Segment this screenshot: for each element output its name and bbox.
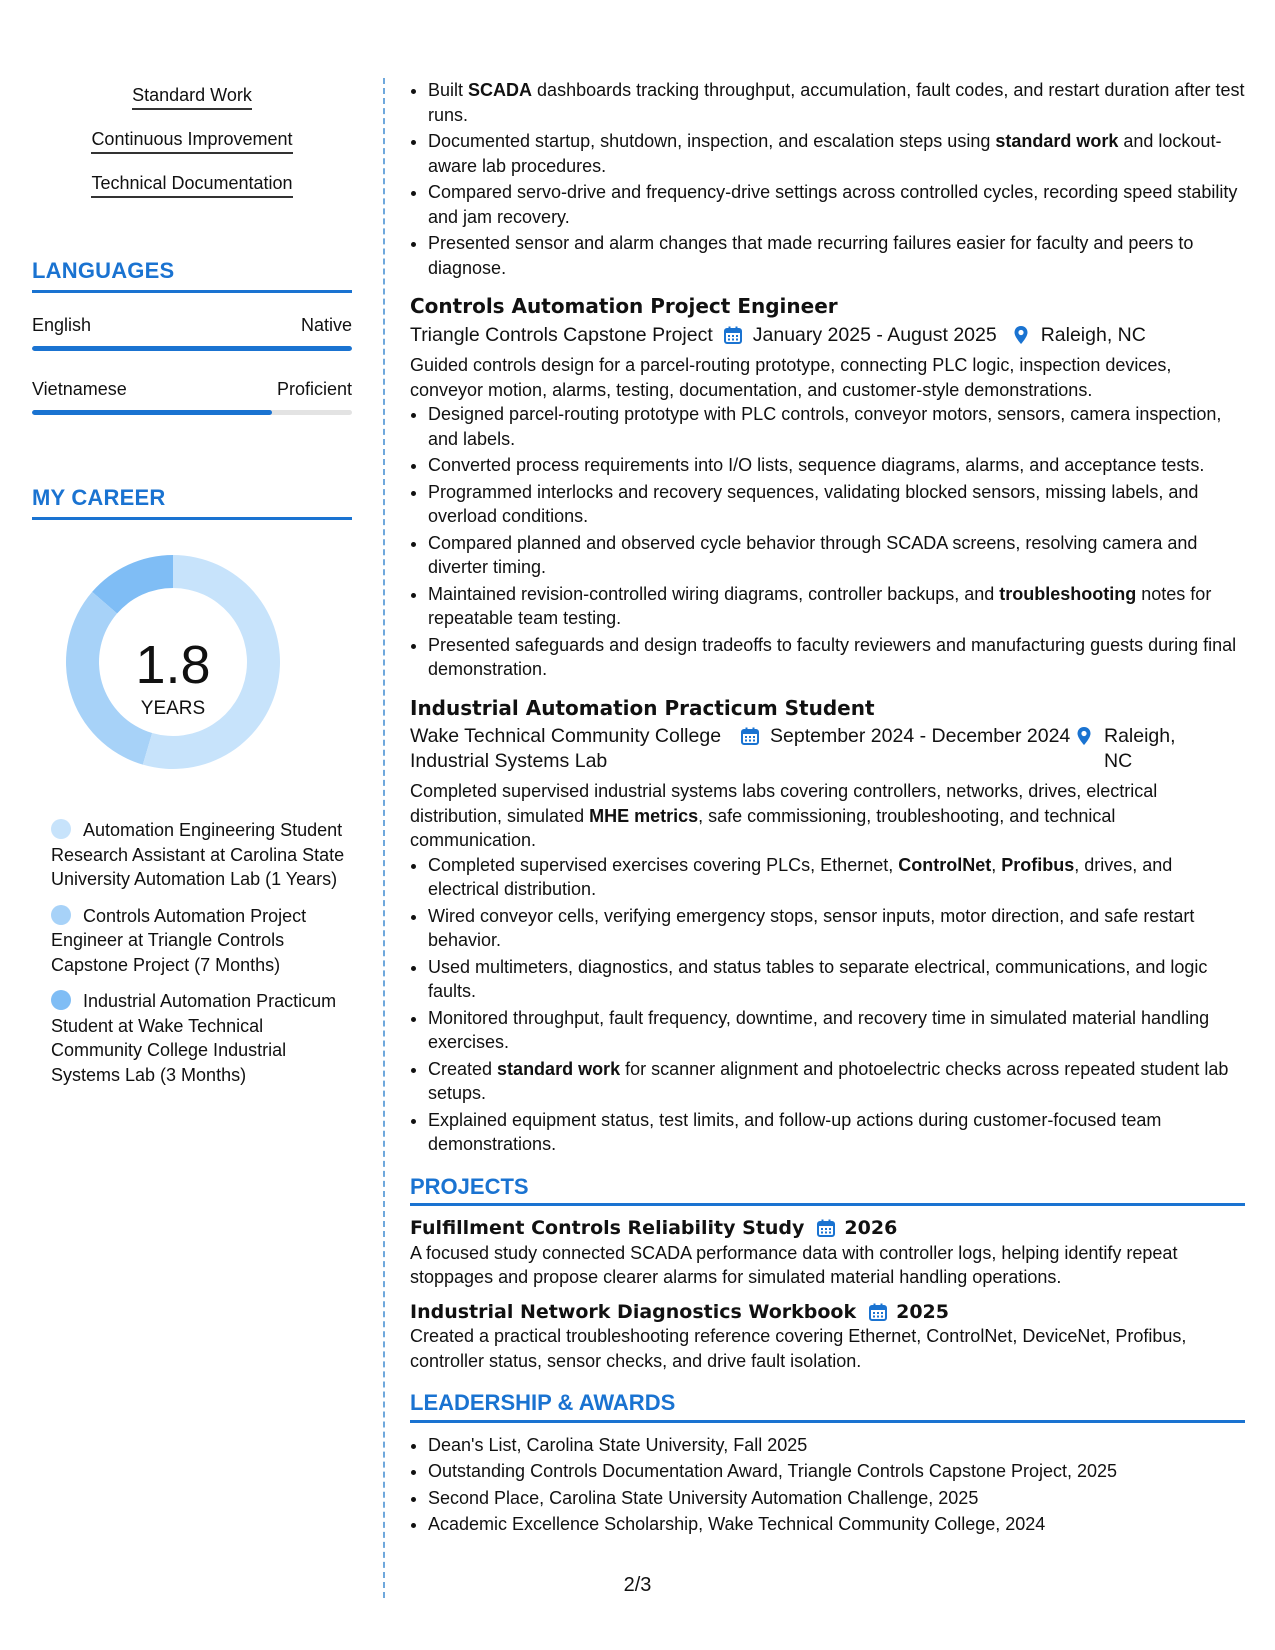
project-description: A focused study connected SCADA performance data with controller logs, helping identify repeat stoppages and propose clearer alarms for simulated material handling operations. — [410, 1242, 1178, 1287]
location-pin-icon — [1011, 325, 1031, 345]
awards-heading: LEADERSHIP & AWARDS — [410, 1391, 1245, 1423]
project-title — [410, 1300, 1245, 1325]
bold-keyword: standard work — [497, 1058, 621, 1079]
projects-list — [410, 1216, 1245, 1373]
awards-list — [410, 1433, 1245, 1537]
job-meta — [410, 724, 1245, 773]
project-description: Created a practical troubleshooting reference covering Ethernet, ControlNet, DeviceNet, Profibus, controller status, sensor checks, and drive fault isolation. — [410, 1326, 1187, 1371]
award-item: • Second Place, Carolina State University Automation Challenge, 2025 — [428, 1486, 1245, 1511]
calendar-icon — [723, 325, 743, 345]
project-entry — [410, 1216, 1245, 1290]
project-year: 2025 — [896, 1300, 949, 1323]
job-title: Controls Automation Project Engineer — [410, 294, 838, 318]
project-title — [410, 1216, 1245, 1241]
experience-bullets — [410, 78, 1245, 280]
location-pin-icon — [1074, 726, 1094, 746]
sidebar — [32, 82, 352, 1099]
career-legend-text: Industrial Automation Practicum Student at Wake Technical Community College Industrial Systems Lab (3 Months) — [51, 991, 337, 1085]
language-bar-fill — [32, 410, 272, 415]
calendar-icon — [868, 1302, 888, 1322]
job-title: Industrial Automation Practicum Student — [410, 695, 875, 720]
bullet-item: • Designed parcel-routing prototype with PLC controls, conveyor motors, sensors, camera inspection, and labels. — [428, 402, 1245, 451]
bullet-item: • Used multimeters, diagnostics, and status tables to separate electrical, communications, and logic faults. — [428, 955, 1245, 1004]
bold-keyword: SCADA — [468, 80, 533, 100]
language-level: Native — [300, 315, 352, 335]
column-divider — [383, 78, 385, 1598]
career-heading: MY CAREER — [32, 485, 352, 520]
career-legend-item — [51, 818, 352, 892]
skills-list — [32, 82, 352, 214]
job-location — [1011, 323, 1146, 348]
calendar-icon — [816, 1218, 836, 1238]
award-item: • Outstanding Controls Documentation Award, Triangle Controls Capstone Project, 2025 — [428, 1459, 1245, 1484]
career-legend — [32, 818, 352, 1087]
language-level: Proficient — [276, 379, 352, 399]
career-total-unit: YEARS — [140, 698, 206, 719]
job-organization: Wake Technical Community College Industrial Systems Lab — [410, 725, 722, 772]
bold-keyword: Profibus — [1001, 854, 1075, 875]
job-bullets — [410, 402, 1245, 682]
career-legend-text: Controls Automation Project Engineer at Triangle Controls Capstone Project (7 Months) — [51, 905, 307, 975]
career-donut-chart — [32, 542, 352, 782]
bold-keyword: standard work — [995, 131, 1119, 151]
main-column — [410, 78, 1245, 1539]
award-item: • Dean's List, Carolina State University, Fall 2025 — [428, 1433, 1245, 1458]
bullet-item: • Maintained revision-controlled wiring diagrams, controller backups, and troubleshooting notes for repeatable team testing. — [428, 582, 1245, 631]
page-number: 2/3 — [623, 1574, 652, 1596]
languages-heading: LANGUAGES — [32, 258, 352, 293]
bullet-item: • Completed supervised exercises covering PLCs, Ethernet, ControlNet, Profibus, drives, and electrical distribution. — [428, 853, 1245, 902]
bullet-item: • Wired conveyor cells, verifying emergency stops, sensor inputs, motor direction, and safe restart behavior. — [428, 904, 1245, 953]
job-bullets — [410, 853, 1245, 1157]
bullet-item: • Compared planned and observed cycle behavior through SCADA screens, resolving camera and diverter timing. — [428, 531, 1245, 580]
job-entry — [410, 696, 1245, 1157]
job-location — [1074, 724, 1196, 773]
languages-section — [32, 258, 352, 415]
language-bar — [32, 346, 352, 351]
language-bar-fill — [32, 346, 352, 351]
bullet-item: • Programmed interlocks and recovery sequences, validating blocked sensors, missing labels, and overload conditions. — [428, 480, 1245, 529]
award-item: • Academic Excellence Scholarship, Wake Technical Community College, 2024 — [428, 1512, 1245, 1537]
bullet-item: • Explained equipment status, test limits, and follow-up actions during customer-focused team demonstrations. — [428, 1108, 1245, 1157]
bold-keyword: ControlNet — [898, 854, 992, 875]
skill-item: Technical Documentation — [91, 173, 292, 198]
projects-heading: PROJECTS — [410, 1175, 1245, 1207]
bullet-item: • Converted process requirements into I/O lists, sequence diagrams, alarms, and acceptance tests. — [428, 453, 1245, 478]
career-legend-item — [51, 989, 352, 1087]
career-legend-item — [51, 904, 352, 978]
legend-dot — [51, 905, 71, 925]
bullet-item: • Monitored throughput, fault frequency, downtime, and recovery time in simulated material handling exercises. — [428, 1006, 1245, 1055]
job-dates — [740, 724, 1084, 749]
bullet-item: • Compared servo-drive and frequency-drive settings across controlled cycles, recording speed stability and jam recovery. — [428, 180, 1245, 229]
language-name: English — [32, 315, 92, 335]
bold-keyword: MHE metrics — [589, 805, 699, 826]
bold-keyword: troubleshooting — [999, 583, 1137, 604]
bullet-item: • Presented safeguards and design tradeoffs to faculty reviewers and manufacturing guests during final demonstration. — [428, 633, 1245, 682]
job-organization: Triangle Controls Capstone Project — [410, 323, 713, 346]
skill-item: Continuous Improvement — [91, 129, 292, 154]
bullet-item: • Presented sensor and alarm changes that made recurring failures easier for faculty and peers to diagnose. — [428, 231, 1245, 280]
job-dates-text: September 2024 - December 2024 — [770, 725, 1071, 747]
career-total-value: 1.8 — [135, 635, 211, 695]
language-bar — [32, 410, 352, 415]
project-entry — [410, 1300, 1245, 1374]
job-entry — [410, 294, 1245, 682]
language-item — [32, 315, 352, 351]
experience-list — [410, 294, 1245, 1157]
project-title-text: Industrial Network Diagnostics Workbook — [410, 1300, 857, 1323]
language-name: Vietnamese — [32, 379, 127, 399]
job-location-text: Raleigh, NC — [1040, 323, 1146, 346]
job-meta — [410, 323, 1245, 348]
job-dates — [723, 323, 997, 348]
job-location-text: Raleigh, NC — [1104, 725, 1176, 772]
project-year: 2026 — [844, 1217, 898, 1239]
job-summary: Guided controls design for a parcel-routing prototype, connecting PLC logic, inspection devices, conveyor motion, alarms, testing, documentation, and customer-style demonstrations. — [410, 355, 1172, 400]
skill-item: Standard Work — [132, 85, 252, 110]
bullet-item: • Created standard work for scanner alignment and photoelectric checks across repeated student lab setups. — [428, 1057, 1245, 1106]
bullet-item: • Documented startup, shutdown, inspection, and escalation steps using standard work and lockout-aware lab procedures. — [428, 129, 1245, 178]
calendar-icon — [740, 726, 760, 746]
job-dates-text: January 2025 - August 2025 — [752, 323, 997, 346]
career-section — [32, 485, 352, 1087]
legend-dot — [51, 819, 71, 839]
job-summary: Completed supervised industrial systems labs covering controllers, networks, drives, electrical distribution, simulated MHE metrics, safe commissioning, troubleshooting, and technical communication. — [410, 781, 1158, 850]
career-legend-text: Automation Engineering Student Research Assistant at Carolina State University Automation Lab (1 Years) — [51, 820, 345, 889]
language-item — [32, 379, 352, 415]
legend-dot — [51, 990, 71, 1010]
project-title-text: Fulfillment Controls Reliability Study — [410, 1217, 805, 1239]
bullet-item: • Built SCADA dashboards tracking throughput, accumulation, fault codes, and restart duration after test runs. — [428, 78, 1245, 127]
